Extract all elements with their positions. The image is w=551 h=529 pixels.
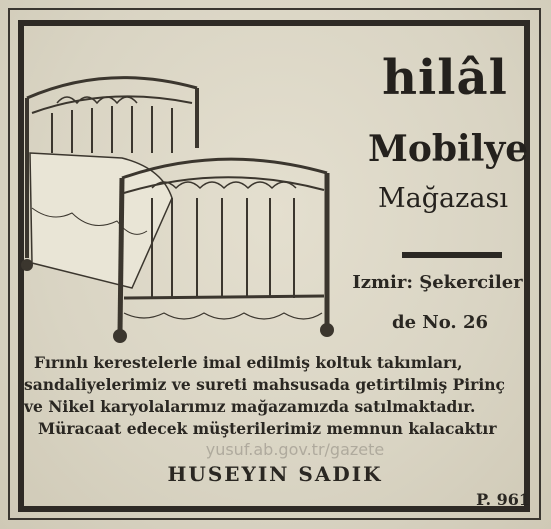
body-line: Fırınlı kerestelerle imal edilmiş koltuk takımları, xyxy=(34,353,463,372)
divider xyxy=(402,252,502,258)
bed-illustration xyxy=(12,58,342,348)
watermark: yusuf.ab.gov.tr/gazete xyxy=(205,440,385,459)
body-line: sandaliyelerimiz ve sureti mahsusada getirtilmiş Pirinç xyxy=(24,375,505,394)
ad-code: P. 961 xyxy=(476,490,530,509)
owner-name: HUSEYIN SADIK xyxy=(167,462,383,486)
body-line: Müracaat edecek müşterilerimiz memnun kalacaktır xyxy=(38,419,497,438)
address-line-2: de No. 26 xyxy=(391,312,489,333)
address-line-1: Izmir: Şekerciler xyxy=(352,272,523,293)
body-line: ve Nikel karyolalarımız mağazamızda satılmaktadır. xyxy=(24,397,476,416)
ad-body xyxy=(24,352,529,440)
brand-name: hilâl xyxy=(382,50,508,106)
brand-subtitle: Mobilye xyxy=(368,128,529,170)
store-label: Mağazası xyxy=(378,183,508,214)
bed-icon xyxy=(22,78,333,342)
